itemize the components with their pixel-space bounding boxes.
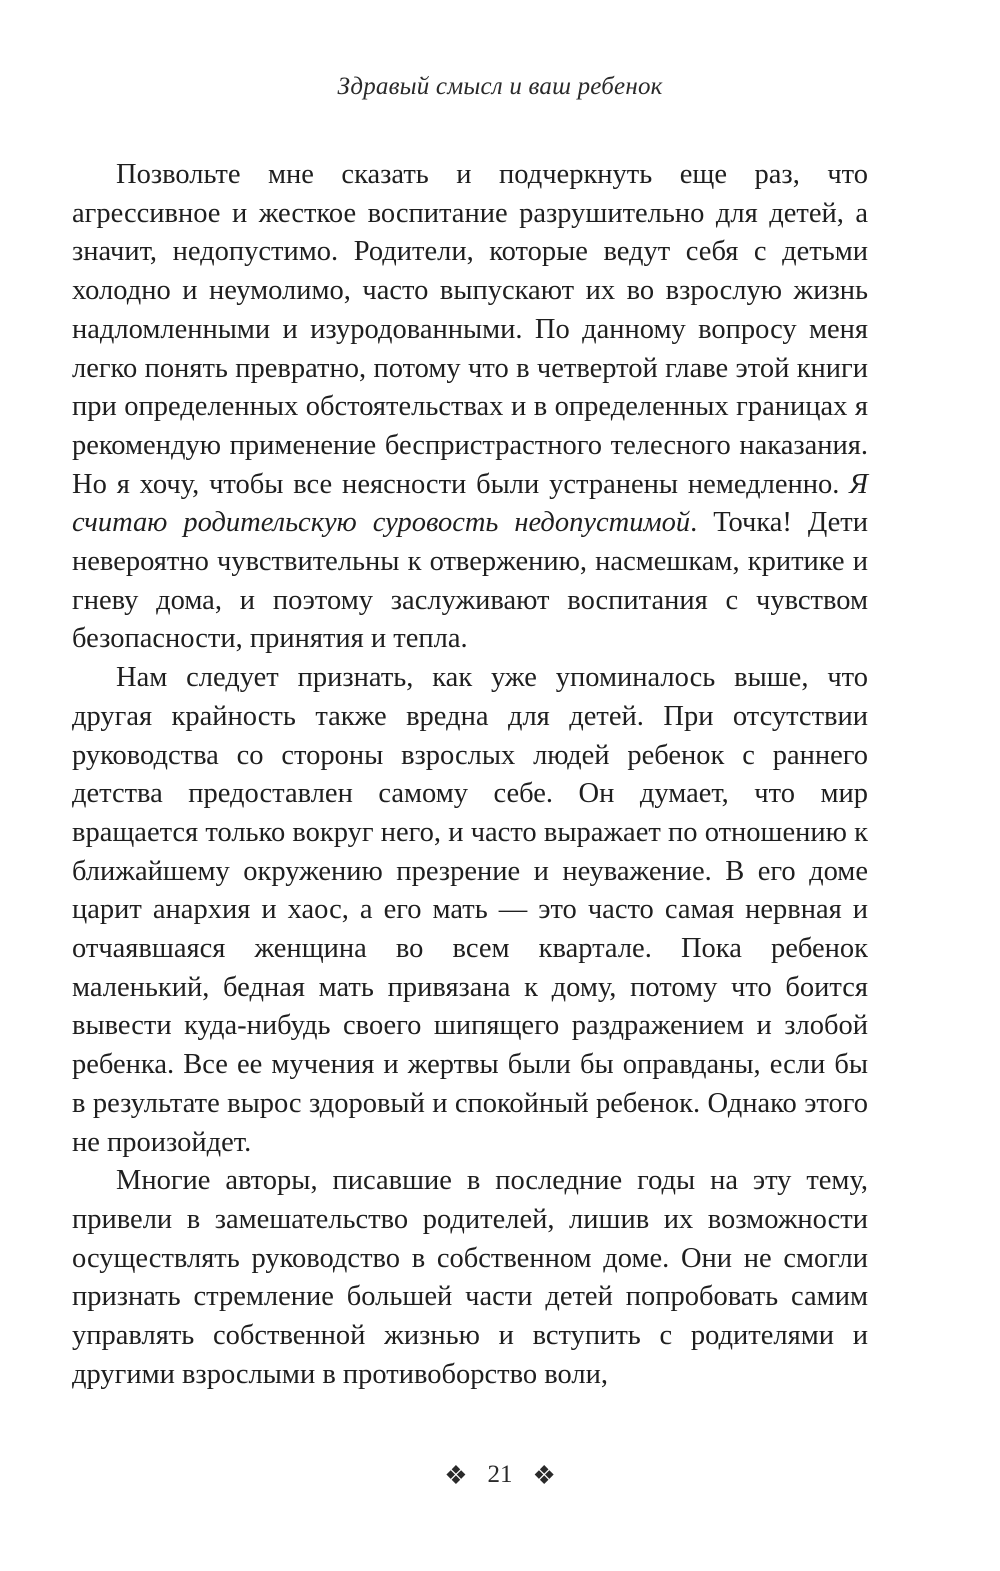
paragraph-2: Нам следует признать, как уже упоминалось выше, что другая крайность также вредна для детей. При отсутствии руководства со стороны взрослых людей ребенок с раннего детства предоставлен самому себе. Он думает, что мир вращается только вокруг него, и часто выражает по отношению к ближайшему окружению презрение и неуважение. В его доме царит анархия и хаос, а его мать — это часто самая нервная и отчаявшаяся женщина во всем квартале. Пока ребенок маленький, бедная мать привязана к дому, потому что боится вывести куда-нибудь своего шипящего раздражением и злобой ребенка. Все ее мучения и жертвы были бы оправданы, если бы в результате вырос здоровый и спокойный ребенок. Однако этого не произойдет. — [72, 662, 868, 1158]
paragraph-1 — [72, 156, 868, 659]
paragraph-1-text-end: . Точка! Дети невероятно чувствительны к отвержению, насмешкам, критике и гневу дома, и поэтому заслуживают воспитания с чувством безопасности, принятия и тепла. — [72, 507, 869, 655]
page-number: 21 — [487, 1461, 513, 1488]
ornament-right-icon: ❖ — [532, 1461, 556, 1490]
ornament-left-icon: ❖ — [444, 1461, 468, 1490]
paragraph-3: Многие авторы, писавшие в последние годы на эту тему, привели в замешательство родителей, лишив их возможности осуществлять руководство в собственном доме. Они не смогли признать стремление большей части детей попробовать самим управлять собственной жизнью и вступить с родителями и другими взрослыми в противоборство воли, — [72, 1165, 868, 1390]
page-footer — [0, 1461, 1000, 1491]
paragraph-1-text-start: Позвольте мне сказать и подчеркнуть еще раз, что агрессивное и жесткое воспитание разрушительно для детей, а значит, недопустимо. Родители, которые ведут себя с детьми холодно и неумолимо, часто выпускают их во взрослую жизнь надломленными и изуродованными. По данному вопросу меня легко понять превратно, потому что в четвертой главе этой книги при определенных обстоятельствах и в определенных границах я рекомендую применение беспристрастного телесного наказания. Но я хочу, чтобы все неясности были устранены немедленно. — [72, 159, 868, 500]
body-text — [72, 156, 868, 1395]
running-header: Здравый смысл и ваш ребенок — [337, 73, 663, 100]
paragraph-1-italic-emphasis: Я считаю родительскую суровость недопустимой — [72, 468, 868, 539]
